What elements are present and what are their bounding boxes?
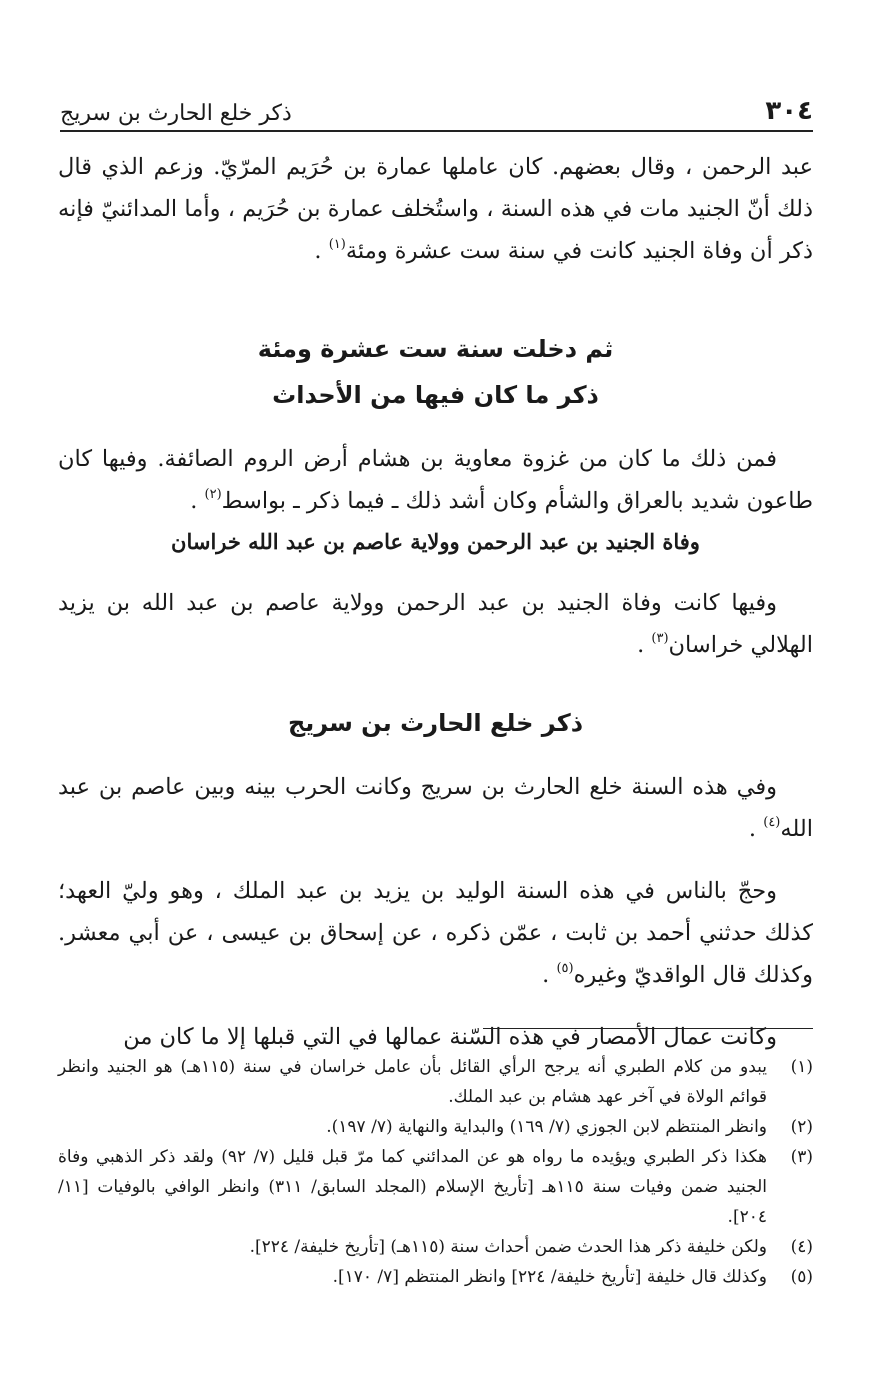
footnote-5 (58, 1262, 813, 1292)
paragraph-2 (58, 438, 813, 522)
footnote-number: (١) (790, 1057, 813, 1077)
paragraph-3-text: وفيها كانت وفاة الجنيد بن عبد الرحمن وولاية عاصم بن عبد الله بن يزيد الهلالي خراسان (58, 590, 813, 658)
running-title: ذكر خلع الحارث بن سريج (60, 101, 292, 126)
footnote-number: (٣) (790, 1147, 813, 1167)
paragraph-4 (58, 766, 813, 850)
footnote-3 (58, 1142, 813, 1232)
paragraph-2-end: . (190, 488, 205, 514)
main-text (58, 146, 813, 1058)
section-heading-year: ثم دخلت سنة ست عشرة ومئة (257, 335, 614, 363)
footnote-rule (483, 1028, 813, 1029)
footnote-2 (58, 1112, 813, 1142)
footnote-4 (58, 1232, 813, 1262)
footnote-text: هكذا ذكر الطبري ويؤيده ما رواه هو عن المدائني كما مرّ قبل قليل (٧/ ٩٢) ولقد ذكر الذهبي وفاة الجنيد ضمن وفيات سنة ١١٥هـ [تأريخ الإسلام (المجلد السابق/ ٣١١) وانظر الوافي بالوفيات [١١/ ٢٠٤]. (58, 1147, 767, 1227)
running-header (60, 86, 813, 126)
paragraph-1-end: . (314, 238, 329, 264)
paragraph-4-end: . (748, 816, 764, 842)
footnote-ref-4: (٤) (763, 815, 781, 830)
footnote-ref-2: (٢) (204, 487, 222, 502)
paragraph-1 (58, 146, 813, 272)
section-heading-events: ذكر ما كان فيها من الأحداث (272, 381, 599, 409)
paragraph-3 (58, 582, 813, 666)
footnote-ref-1: (١) (328, 237, 346, 252)
paragraph-6: وكانت عمال الأمصار في هذه السّنة عمالها في التي قبلها إلا ما كان من (123, 1024, 777, 1050)
footnote-text: يبدو من كلام الطبري أنه يرجح الرأي القائل بأن عامل خراسان في سنة (١١٥هـ) هو الجنيد وانظر قوائم الولاة في آخر عهد هشام بن عبد الملك. (58, 1057, 767, 1107)
footnote-text: وكذلك قال خليفة [تأريخ خليفة/ ٢٢٤] وانظر المنتظم [٧/ ١٧٠]. (332, 1267, 767, 1287)
header-rule (60, 130, 813, 132)
footnotes (58, 1052, 813, 1292)
page-number: ٣٠٤ (765, 96, 813, 126)
paragraph-4-text: وفي هذه السنة خلع الحارث بن سريج وكانت الحرب بينه وبين عاصم بن عبد الله (58, 774, 813, 842)
footnote-number: (٤) (790, 1237, 813, 1257)
footnote-ref-3: (٣) (651, 631, 669, 646)
paragraph-5-end: . (542, 962, 557, 988)
footnote-text: وانظر المنتظم لابن الجوزي (٧/ ١٦٩) والبداية والنهاية (٧/ ١٩٧). (326, 1117, 767, 1137)
paragraph-5-text: وحجّ بالناس في هذه السنة الوليد بن يزيد بن عبد الملك ، وهو وليّ العهد؛ كذلك حدثني أحمد بن ثابت ، عمّن ذكره ، عن إسحاق بن عيسى ، عن أبي معشر. وكذلك قال الواقديّ وغيره (58, 878, 813, 988)
paragraph-3-end: . (637, 632, 652, 658)
paragraph-1-text: عبد الرحمن ، وقال بعضهم. كان عاملها عمارة بن حُرَيم المرّيّ. وزعم الذي قال ذلك أنّ الجنيد مات في هذه السنة ، واستُخلف عمارة بن حُرَيم ، وأما المدائنيّ فإنه ذكر أن وفاة الجنيد كانت في سنة ست عشرة ومئة (58, 154, 813, 264)
section-heading-harith: ذكر خلع الحارث بن سريج (287, 709, 584, 737)
paragraph-2-text: فمن ذلك ما كان من غزوة معاوية بن هشام أرض الروم الصائفة. وفيها كان طاعون شديد بالعراق والشأم وكان أشد ذلك ـ فيما ذكر ـ بواسط (58, 446, 813, 514)
footnote-ref-5: (٥) (556, 961, 574, 976)
footnote-text: ولكن خليفة ذكر هذا الحدث ضمن أحداث سنة (١١٥هـ) [تأريخ خليفة/ ٢٢٤]. (249, 1237, 767, 1257)
footnote-1 (58, 1052, 813, 1112)
footnote-number: (٢) (790, 1117, 813, 1137)
subheading-junaid-death: وفاة الجنيد بن عبد الرحمن وولاية عاصم بن عبد الله خراسان (171, 529, 700, 554)
paragraph-5 (58, 870, 813, 996)
footnote-number: (٥) (790, 1267, 813, 1287)
